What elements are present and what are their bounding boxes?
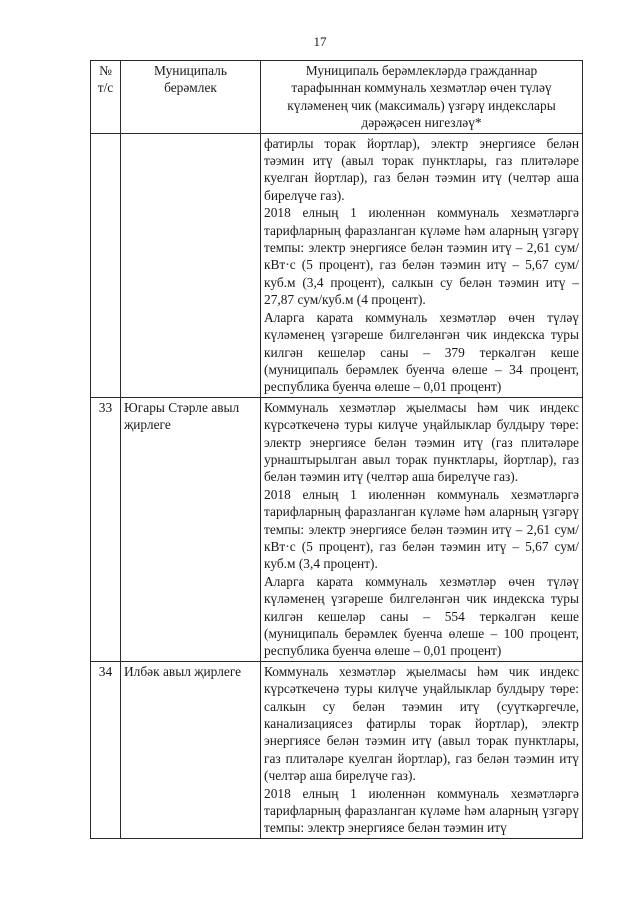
row-description xyxy=(261,661,583,838)
row-description xyxy=(261,397,583,661)
header-description-line: Муниципаль берәмлекләрдә гражданнар xyxy=(305,63,538,78)
description-paragraph: Коммуналь хезмәтләр җыелмасы һәм чик индекс күрсәткеченә туры килүче уңайлыклар булдыру төре: электр энергиясе белән тәэмин итү (газ плитәләре урнаштырылган авыл торак пунктлары, йортлар), газ белән тәэмин итү (челтәр аша бирелүче газ). xyxy=(264,399,579,485)
row-number: 34 xyxy=(91,661,121,838)
header-municipality xyxy=(121,61,261,134)
table-row xyxy=(91,661,583,838)
description-paragraph: Аларга карата коммуналь хезмәтләр өчен түләү күләменең үзгәреше билгеләнгән чик индекска туры килгән кешеләр саны – 554 теркәлгән кеше (муниципаль берәмлек буенча өлеше – 100 процент, республика буенча өлеше – 0,01 процент) xyxy=(264,573,579,659)
row-number: 33 xyxy=(91,397,121,661)
header-number xyxy=(91,61,121,134)
header-description-line: күләменең чик (максималь) үзгәрү индекслары xyxy=(287,97,556,113)
table-row xyxy=(91,133,583,397)
header-description-line: тарафыннан коммуналь хезмәтләр өчен түләү xyxy=(291,80,552,96)
description-paragraph: 2018 елның 1 июленнән коммуналь хезмәтләргә тарифларның фаразланган күләме һәм аларның үзгәрү темпы: электр энергиясе белән тәэмин итү – 2,61 сум/кВт·с (5 процент), газ белән тәэмин итү – 5,67 сум/куб.м (3,4 процент), салкын су белән тәэмин итү – 27,87 сум/куб.м (4 процент). xyxy=(264,205,579,308)
row-municipality: Югары Стәрле авыл җирлеге xyxy=(121,397,261,661)
header-number-line: т/с xyxy=(97,80,114,96)
header-municipality-line: берәмлек xyxy=(164,80,217,96)
row-number xyxy=(91,133,121,397)
table-header-row xyxy=(91,61,583,134)
table-row xyxy=(91,397,583,661)
header-municipality-line: Муниципаль xyxy=(154,63,227,78)
tariff-index-table xyxy=(90,60,583,839)
header-description xyxy=(261,61,583,134)
description-paragraph: Коммуналь хезмәтләр җыелмасы һәм чик индекс күрсәткеченә туры килүче уңайлыклар булдыру төре: салкын су белән тәэмин итү (суүткәргечле, канализациясез фатирлы торак йортлар), электр энергиясе белән тәэмин итү (авыл торак пунктлары, газ плитәләре куелган йортлар), газ белән тәэмин итү (челтәр аша бирелүче газ). xyxy=(264,663,579,784)
description-paragraph: Аларга карата коммуналь хезмәтләр өчен түләү күләменең үзгәреше билгеләнгән чик индекска туры килгән кешеләр саны – 379 теркәлгән кеше (муниципаль берәмлек буенча өлеше – 34 процент, республика буенча өлеше – 0,01 процент) xyxy=(264,309,579,395)
row-municipality: Илбәк авыл җирлеге xyxy=(121,661,261,838)
row-municipality xyxy=(121,133,261,397)
description-paragraph: 2018 елның 1 июленнән коммуналь хезмәтләргә тарифларның фаразланган күләме һәм аларның үзгәрү темпы: электр энергиясе белән тәэмин итү – 2,61 сум/кВт·с (5 процент), газ белән тәэмин итү – 5,67 сум/куб.м (3,4 процент). xyxy=(264,486,579,572)
header-description-line: дәрәҗәсен нигезләү* xyxy=(361,115,482,131)
page-number: 17 xyxy=(313,34,327,49)
description-paragraph: фатирлы торак йортлар), электр энергиясе белән тәэмин итү (авыл торак пунктлары, газ плитәләре куелган йортлар), газ белән тәэмин итү (челтәр аша бирелүче газ). xyxy=(264,135,579,203)
header-number-line: № xyxy=(99,63,112,78)
row-description xyxy=(261,133,583,397)
description-paragraph: 2018 елның 1 июленнән коммуналь хезмәтләргә тарифларның фаразланган күләме һәм аларның үзгәрү темпы: электр энергиясе белән тәэмин итү xyxy=(264,785,579,836)
